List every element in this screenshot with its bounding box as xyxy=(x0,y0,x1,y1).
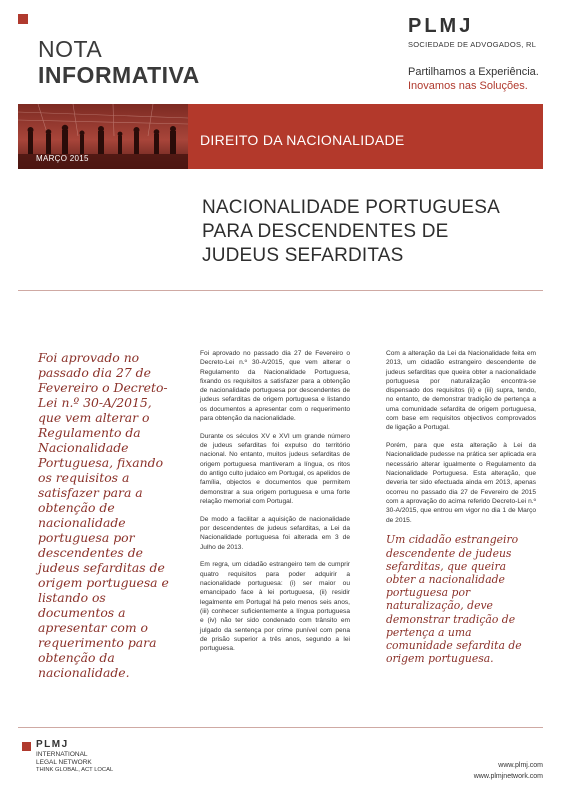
brand-logo: PLMJ xyxy=(408,15,474,37)
paragraph: Porém, para que esta alteração à Lei da Nacionalidade pudesse na prática ser aplicada era necessário alterar igualmente o Regulamento da Nacionalidade Portuguesa. Esta alteração, que deveria ter sido efectuada ainda em 2013, apenas ocorreu no passado dia 27 de Fevereiro de 2015 com a aprovação do acima referido Decreto-Lei n.º 30-A/2015, que entrou em vigor no dia 1 de Março de 2015. xyxy=(386,442,536,524)
issue-date: MARÇO 2015 xyxy=(36,154,89,163)
section-title: DIREITO DA NACIONALIDADE xyxy=(200,132,405,148)
pull-quote: Um cidadão estrangeiro descendente de judeus sefarditas, que queira obter a nacionalidade portuguesa por naturalização, deve demonstrar tradição de pertença a uma comunidade sefardita de origem portuguesa. xyxy=(386,533,522,666)
footer-network-line1: INTERNATIONAL xyxy=(36,751,88,758)
website-link[interactable]: www.plmj.com xyxy=(498,762,543,769)
paragraph: Durante os séculos XV e XVI um grande número de judeus sefarditas foi expulso do território nacional. No entanto, muitos judeus sefarditas de origem portuguesa mantiveram a língua, os ritos do antigo culto judaico em Portugal, os apelidos de família, objectos e documentos que permitem demonstrar a sua origem portuguesa e uma forte relação memorial com Portugal. xyxy=(200,432,350,505)
divider-top xyxy=(18,290,543,291)
network-website-link[interactable]: www.plmjnetwork.com xyxy=(473,773,543,780)
paragraph: Com a alteração da Lei da Nacionalidade feita em 2013, um cidadão estrangeiro descendente de judeus sefarditas que queira obter a nacionalidade portuguesa por naturalização encontra-se dispensado dos requisitos (ii) e (iii) supra, tendo, no entanto, de demonstrar tradição de pertença a uma comunidade sefardita de origem portuguesa, com base em requisitos objectivos comprovados de ligação a Portugal. xyxy=(386,350,536,432)
brand-subtitle: SOCIEDADE DE ADVOGADOS, RL xyxy=(408,40,537,49)
slogan-line2: Inovamos nas Soluções. xyxy=(408,80,528,92)
brand-square-icon xyxy=(18,14,28,24)
title-line2: PARA DESCENDENTES DE xyxy=(202,221,449,242)
paragraph: Foi aprovado no passado dia 27 de Fevereiro o Decreto-Lei n.º 30-A/2015, que vem alterar o Regulamento da Nacionalidade Portuguesa, fixando os requisitos a satisfazer para a obtenção de nacionalidade portuguesa por descendentes de judeus sefarditas de origem portuguesa e listando os documentos a apresentar com o requerimento para obtenção da nacionalidade. xyxy=(200,350,350,423)
informativa-label: INFORMATIVA xyxy=(38,62,200,88)
paragraph: Em regra, um cidadão estrangeiro tem de cumprir quatro requisitos para poder adquirir a nacionalidade portuguesa: (i) ser maior ou emancipado face à lei portuguesa, (ii) residir legalmente em Portugal há pelo menos seis anos, (iii) conhecer suficientemente a língua portuguesa e (iv) não ter sido condenado com trânsito em julgado da sentença por crime punível com pena de prisão superior a três anos, segundo a lei portuguesa. xyxy=(200,561,350,653)
nota-label: NOTA xyxy=(38,36,103,62)
body-column-1 xyxy=(200,349,350,662)
footer-network-line2: LEGAL NETWORK xyxy=(36,759,92,766)
footer-tagline: THINK GLOBAL, ACT LOCAL xyxy=(36,767,114,773)
title-line1: NACIONALIDADE PORTUGUESA xyxy=(202,197,500,218)
divider-bottom xyxy=(18,727,543,728)
body-column-2 xyxy=(386,349,536,665)
paragraph: De modo a facilitar a aquisição de nacionalidade por descendentes de judeus sefarditas, a Lei da Nacionalidade portuguesa foi alterada em 3 de Julho de 2013. xyxy=(200,515,350,551)
footer-brand-square-icon xyxy=(22,742,31,751)
lead-paragraph: Foi aprovado no passado dia 27 de Fevereiro o Decreto-Lei n.º 30-A/2015, que vem alterar o Regulamento da Nacionalidade Portuguesa, fixando os requisitos a satisfazer para a obtenção de nacionalidade portuguesa por descendentes de judeus sefarditas de origem portuguesa e listando os documentos a apresentar com o requerimento para obtenção da nacionalidade. xyxy=(38,350,169,680)
footer-brand: PLMJ xyxy=(36,739,69,750)
title-line3: JUDEUS SEFARDITAS xyxy=(202,245,404,266)
document-title xyxy=(202,196,500,268)
slogan-line1: Partilhamos a Experiência. xyxy=(408,66,539,78)
